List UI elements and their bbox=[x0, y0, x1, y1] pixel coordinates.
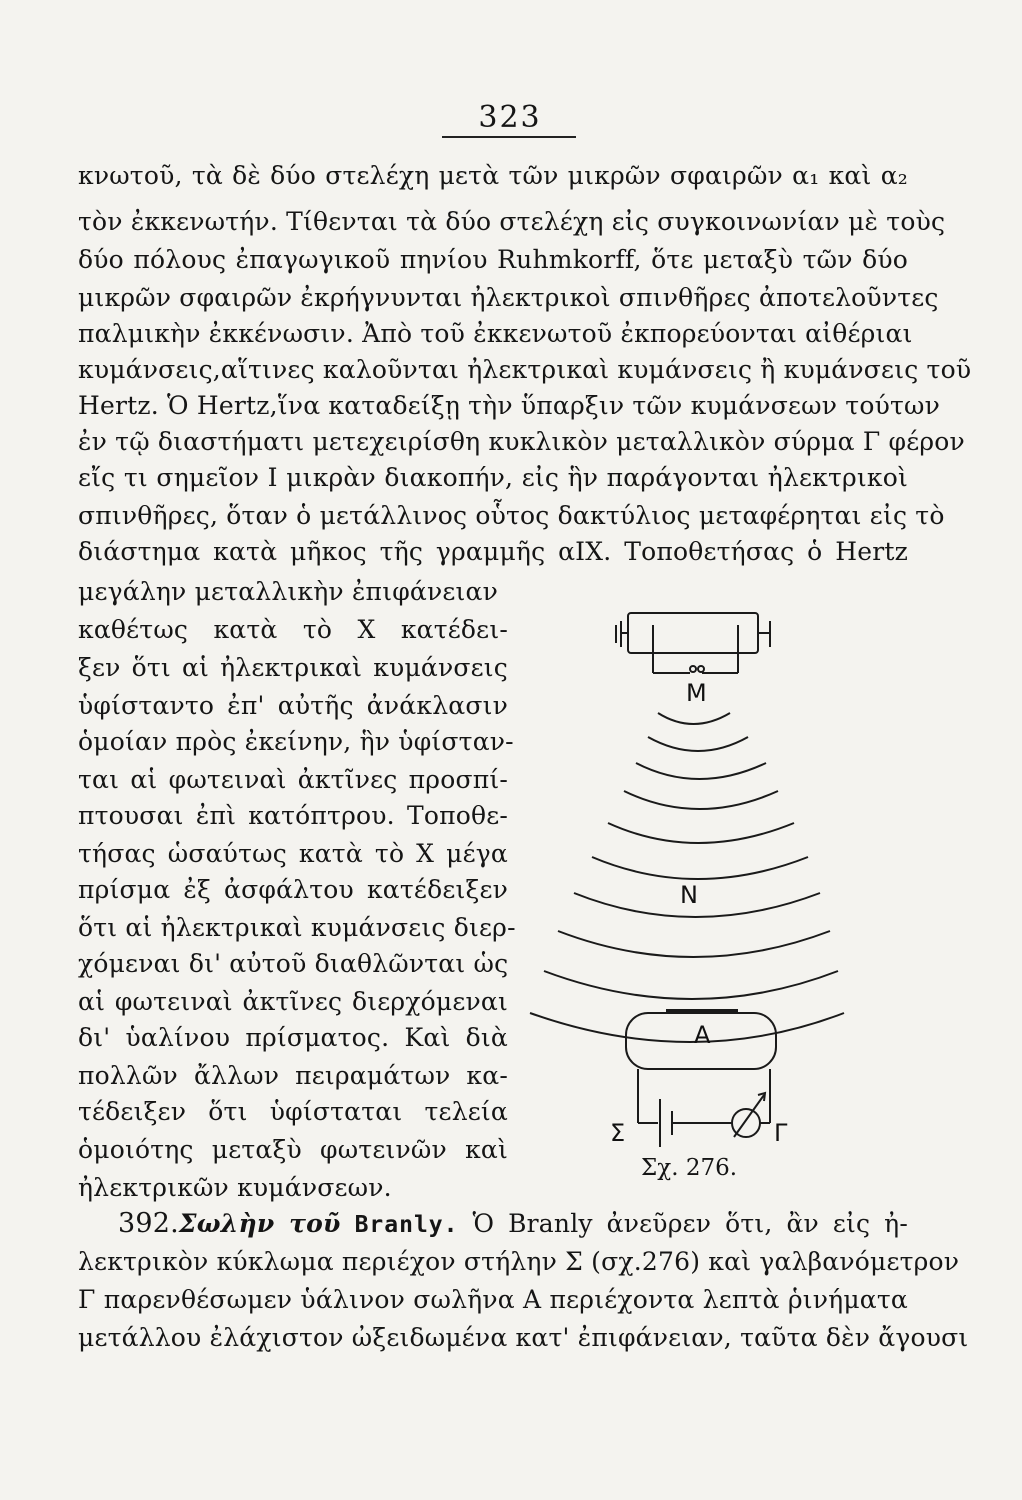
text-line: Γ παρενθέσωμεν ὑάλινον σωλῆνα Α περιέχοντα λεπτὰ ῥινήματα bbox=[78, 1285, 908, 1314]
figure-caption: Σχ. 276. bbox=[641, 1155, 738, 1181]
page-number: 323 bbox=[478, 100, 542, 135]
text-line: κνωτοῦ, τὰ δὲ δύο στελέχη μετὰ τῶν μικρῶν σφαιρῶν α₁ καὶ α₂ bbox=[78, 161, 908, 190]
text-line: ἐν τῷ διαστήματι μετεχειρίσθη κυκλικὸν μεταλλικὸν σύρμα Γ φέρον bbox=[78, 427, 965, 456]
text-line: τήσας ὡσαύτως κατὰ τὸ Χ μέγα bbox=[78, 839, 508, 868]
text-line: πολλῶν ἄλλων πειραμάτων κα- bbox=[78, 1061, 508, 1090]
text-line: ὅτι αἱ ἠλεκτρικαὶ κυμάνσεις διερ- bbox=[78, 913, 516, 942]
text-line: ὁμοιότης μεταξὺ φωτεινῶν καὶ bbox=[78, 1135, 508, 1164]
hertz-waves-diagram bbox=[508, 595, 848, 1185]
wave-arc bbox=[544, 971, 838, 999]
text-line: ὁμοίαν πρὸς ἐκείνην, ἣν ὑφίσταν- bbox=[78, 727, 514, 756]
text-line: πρίσμα ἐξ ἀσφάλτου κατέδειξεν bbox=[78, 875, 508, 904]
text-line: σπινθῆρες, ὅταν ὁ μετάλλινος οὗτος δακτύλιος μεταφέρηται εἰς τὸ bbox=[78, 501, 945, 530]
label-gamma: Γ bbox=[774, 1119, 788, 1147]
wave-arc bbox=[608, 823, 794, 843]
section-text-start: Ὁ Branly ἀνεῦρεν ὅτι, ἂν εἰς ἠ- bbox=[472, 1209, 909, 1238]
text-line: λεκτρικὸν κύκλωμα περιέχον στήλην Σ (σχ.276) καὶ γαλβανόμετρον bbox=[78, 1247, 960, 1276]
label-sigma: Σ bbox=[610, 1119, 626, 1147]
section-name: Branly. bbox=[354, 1212, 459, 1238]
spark-ball-1 bbox=[690, 666, 696, 672]
text-line: ται αἱ φωτειναὶ ἀκτῖνες προσπί- bbox=[78, 765, 508, 794]
wave-arc bbox=[636, 763, 766, 779]
figure-276 bbox=[508, 595, 848, 1185]
text-line: ἠλεκτρικῶν κυμάνσεων. bbox=[78, 1173, 392, 1202]
text-line: κυμάνσεις,αἵτινες καλοῦνται ἠλεκτρικαὶ κυμάνσεις ἢ κυμάνσεις τοῦ bbox=[78, 355, 972, 384]
galvanometer-needle bbox=[734, 1095, 764, 1137]
text-line: ξεν ὅτι αἱ ἠλεκτρικαὶ κυμάνσεις bbox=[78, 653, 508, 682]
wave-arc bbox=[530, 1013, 844, 1042]
text-line: μεγάλην μεταλλικὴν ἐπιφάνειαν bbox=[78, 577, 499, 606]
label-m: M bbox=[686, 679, 707, 707]
label-a: A bbox=[694, 1021, 711, 1049]
text-line: Hertz. Ὁ Hertz,ἵνα καταδείξῃ τὴν ὕπαρξιν τῶν κυμάνσεων τούτων bbox=[78, 391, 940, 420]
text-line: διάστημα κατὰ μῆκος τῆς γραμμῆς αΙΧ. Τοποθετήσας ὁ Hertz bbox=[78, 537, 908, 566]
text-line: αἱ φωτειναὶ ἀκτῖνες διερχόμεναι bbox=[78, 987, 508, 1016]
header-rule bbox=[442, 136, 576, 138]
text-line: τὸν ἐκκενωτήν. Τίθενται τὰ δύο στελέχη εἰς συγκοινωνίαν μὲ τοὺς bbox=[78, 207, 946, 236]
text-line: καθέτως κατὰ τὸ Χ κατέδει- bbox=[78, 615, 508, 644]
text-line: δι' ὑαλίνου πρίσματος. Καὶ διὰ bbox=[78, 1023, 508, 1052]
wave-arc bbox=[648, 737, 748, 751]
text-line: εἴς τι σημεῖον Ι μικρὰν διακοπήν, εἰς ἣν παράγονται ἠλεκτρικοὶ bbox=[78, 463, 908, 492]
wave-arc bbox=[592, 857, 808, 879]
text-line: μετάλλου ἐλάχιστον ὠξειδωμένα κατ' ἐπιφάνειαν, ταῦτα δὲν ἄγουσι bbox=[78, 1323, 969, 1352]
wave-arc bbox=[624, 791, 778, 809]
wave-arc bbox=[658, 713, 730, 724]
section-title: Σωλὴν τοῦ bbox=[178, 1209, 341, 1238]
label-n: N bbox=[680, 881, 698, 909]
text-line: τέδειξεν ὅτι ὑφίσταται τελεία bbox=[78, 1097, 508, 1126]
wave-arc bbox=[558, 931, 830, 957]
text-line: μικρῶν σφαιρῶν ἐκρήγνυνται ἠλεκτρικοὶ σπινθῆρες ἀποτελοῦντες bbox=[78, 283, 939, 312]
text-line: παλμικὴν ἐκκένωσιν. Ἀπὸ τοῦ ἐκκενωτοῦ ἐκπορεύονται αἰθέριαι bbox=[78, 319, 913, 348]
text-line: χόμεναι δι' αὐτοῦ διαθλῶνται ὡς bbox=[78, 949, 509, 978]
text-line: ὑφίσταντο ἐπ' αὐτῆς ἀνάκλασιν bbox=[78, 691, 508, 720]
section-number: 392. bbox=[118, 1208, 179, 1239]
section-heading-line bbox=[118, 1206, 908, 1243]
text-line: πτουσαι ἐπὶ κατόπτρου. Τοποθε- bbox=[78, 801, 508, 830]
spark-ball-2 bbox=[698, 666, 704, 672]
text-line: δύο πόλους ἐπαγωγικοῦ πηνίου Ruhmkorff, ὅτε μεταξὺ τῶν δύο bbox=[78, 245, 908, 274]
